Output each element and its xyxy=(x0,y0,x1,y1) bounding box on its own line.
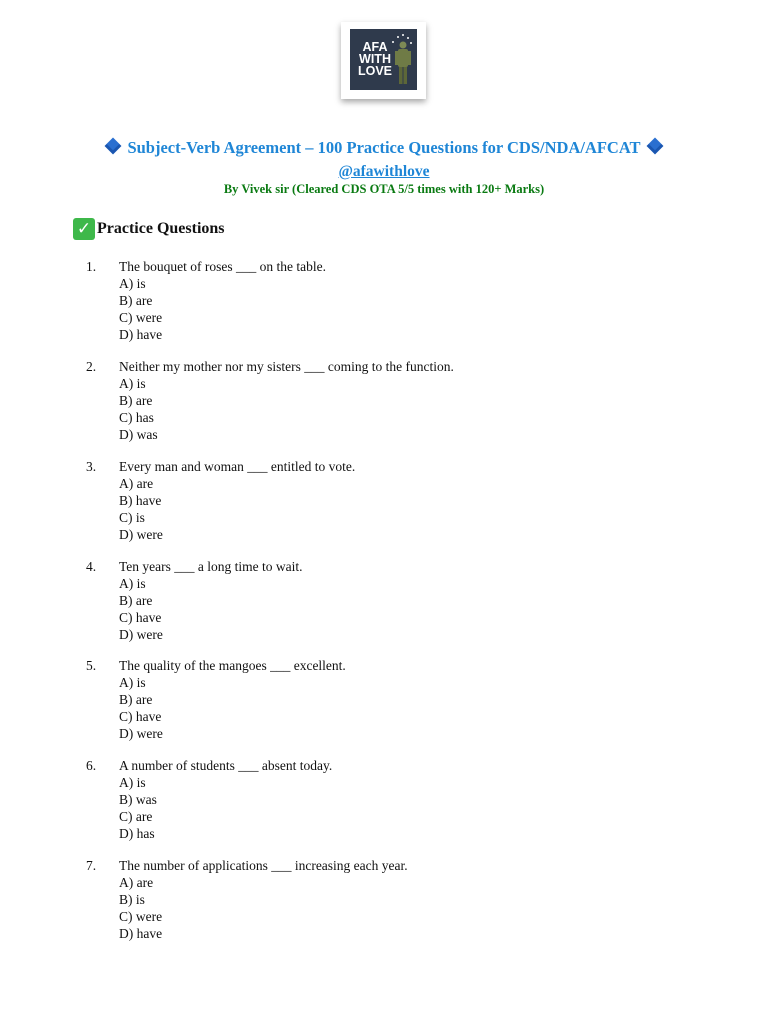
blue-diamond-icon xyxy=(105,138,122,155)
page-title-text: Subject-Verb Agreement – 100 Practice Questions for CDS/NDA/AFCAT xyxy=(127,138,641,157)
question-number: 3. xyxy=(86,459,97,474)
option: B) are xyxy=(119,692,153,707)
option: D) have xyxy=(119,926,163,941)
option: B) was xyxy=(119,792,157,807)
section-heading xyxy=(73,218,225,240)
handle-link[interactable]: @afawithlove xyxy=(338,163,430,180)
option: D) has xyxy=(119,826,155,841)
option: A) is xyxy=(119,675,146,690)
stars-icon xyxy=(390,32,414,46)
logo-text xyxy=(355,41,395,77)
question-body xyxy=(119,657,346,742)
question-text: Neither my mother nor my sisters ___ coming to the function. xyxy=(119,359,454,374)
question-body xyxy=(119,757,332,842)
soldier-icon xyxy=(393,39,413,87)
option: A) is xyxy=(119,376,146,391)
option: B) are xyxy=(119,393,153,408)
page-title xyxy=(0,138,768,158)
question-body xyxy=(119,358,454,443)
option: A) are xyxy=(119,875,154,890)
byline: By Vivek sir (Cleared CDS OTA 5/5 times with 120+ Marks) xyxy=(223,182,545,196)
question-body xyxy=(119,857,408,942)
option: B) are xyxy=(119,293,153,308)
question-text: The quality of the mangoes ___ excellent. xyxy=(119,658,346,673)
option: A) is xyxy=(119,276,146,291)
blue-diamond-icon xyxy=(646,138,663,155)
option: C) have xyxy=(119,610,162,625)
option: C) have xyxy=(119,709,162,724)
question-number: 4. xyxy=(86,559,97,574)
question-body xyxy=(119,558,303,643)
section-title: Practice Questions xyxy=(97,220,225,237)
logo-badge xyxy=(350,29,417,90)
question-body xyxy=(119,458,355,543)
question-body xyxy=(119,258,326,343)
question-number: 2. xyxy=(86,359,97,374)
question-text: The number of applications ___ increasing each year. xyxy=(119,858,408,873)
option: D) were xyxy=(119,726,163,741)
question-number: 6. xyxy=(86,758,97,773)
option: D) were xyxy=(119,627,163,642)
option: D) were xyxy=(119,527,163,542)
check-mark-icon: ✓ xyxy=(73,218,95,240)
option: A) is xyxy=(119,775,146,790)
option: C) were xyxy=(119,909,163,924)
question-number: 5. xyxy=(86,658,97,673)
question-number: 1. xyxy=(86,259,97,274)
logo xyxy=(341,22,426,99)
option: C) are xyxy=(119,809,153,824)
logo-line: WITH xyxy=(359,52,391,66)
question-text: The bouquet of roses ___ on the table. xyxy=(119,259,326,274)
question-number: 7. xyxy=(86,858,97,873)
option: A) are xyxy=(119,476,154,491)
option: B) is xyxy=(119,892,145,907)
option: D) was xyxy=(119,427,158,442)
option: D) have xyxy=(119,327,163,342)
question-text: Ten years ___ a long time to wait. xyxy=(119,559,303,574)
question-text: A number of students ___ absent today. xyxy=(119,758,333,773)
logo-line: AFA xyxy=(362,40,388,54)
logo-line: LOVE xyxy=(357,64,393,78)
option: C) is xyxy=(119,510,145,525)
option: C) were xyxy=(119,310,163,325)
option: B) have xyxy=(119,493,162,508)
option: B) are xyxy=(119,593,153,608)
option: A) is xyxy=(119,576,146,591)
question-text: Every man and woman ___ entitled to vote. xyxy=(119,459,356,474)
option: C) has xyxy=(119,410,154,425)
